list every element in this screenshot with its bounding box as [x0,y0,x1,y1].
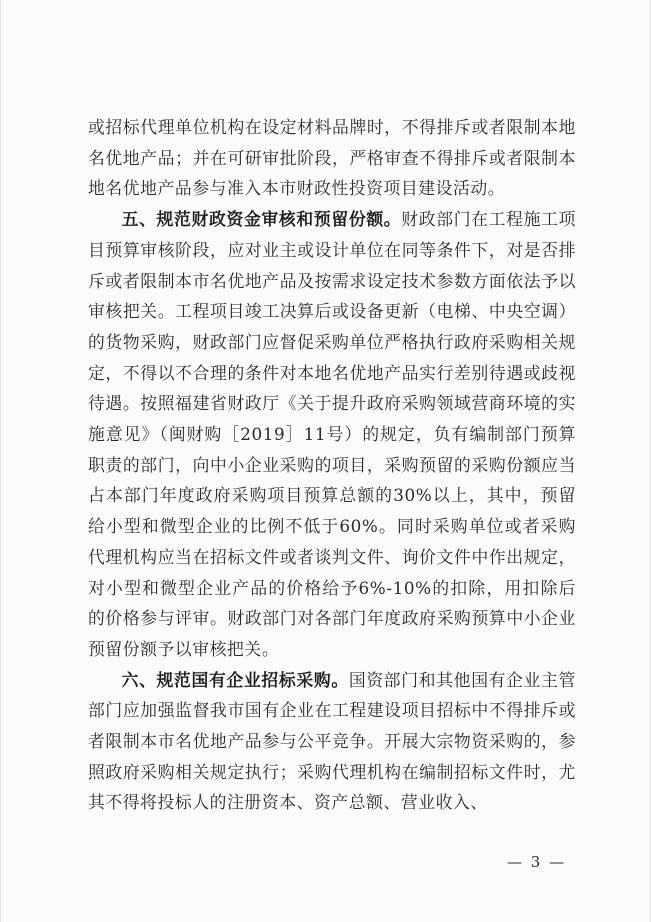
section-five-text: 财政部门在工程施工项目预算审核阶段，应对业主或设计单位在同等条件下，对是否排斥或者限制本市名优地产品及按需求设定技术参数方面依法予以审核把关。工程项目竣工决算后或设备更新（电梯、中央空调）的货物采购，财政部门应督促采购单位严格执行政府采购相关规定，不得以不合理的条件对本地名优地产品实行差别待遇或歧视待遇。按照福建省财政厅《关于提升政府采购领域营商环境的实施意见》（闽财购［2019］11号）的规定，负有编制部门预算职责的部门，向中小企业采购的项目，采购预留的采购份额应当占本部门年度政府采购项目预算总额的30%以上，其中，预留给小型和微型企业的比例不低于60%。同时采购单位或者采购代理机构应当在招标文件或者谈判文件、询价文件中作出规定，对小型和微型企业产品的价格给予6%-10%的扣除，用扣除后的价格参与评审。财政部门对各部门年度政府采购预算中小企业预留份额予以审核把关。 [88,209,576,659]
paragraph-continuation [88,112,576,204]
document-body [88,112,576,818]
paragraph-text: 或招标代理单位机构在设定材料品牌时，不得排斥或者限制本地名优地产品；并在可研审批阶段，严格审查不得排斥或者限制本地名优地产品参与准入本市财政性投资项目建设活动。 [88,117,576,199]
page-number: — 3 — [507,853,567,871]
paragraph-section-five [88,204,576,665]
section-six-text: 国资部门和其他国有企业主管部门应加强监督我市国有企业在工程建设项目招标中不得排斥或者限制本市名优地产品参与公平竞争。开展大宗物资采购的，参照政府采购相关规定执行；采购代理机构在编制招标文件时，尤其不得将投标人的注册资本、资产总额、营业收入、 [88,669,576,813]
section-five-heading: 五、规范财政资金审核和预留份额。 [121,209,402,230]
paragraph-section-six [88,665,576,819]
section-six-heading: 六、规范国有企业招标采购。 [121,669,349,690]
